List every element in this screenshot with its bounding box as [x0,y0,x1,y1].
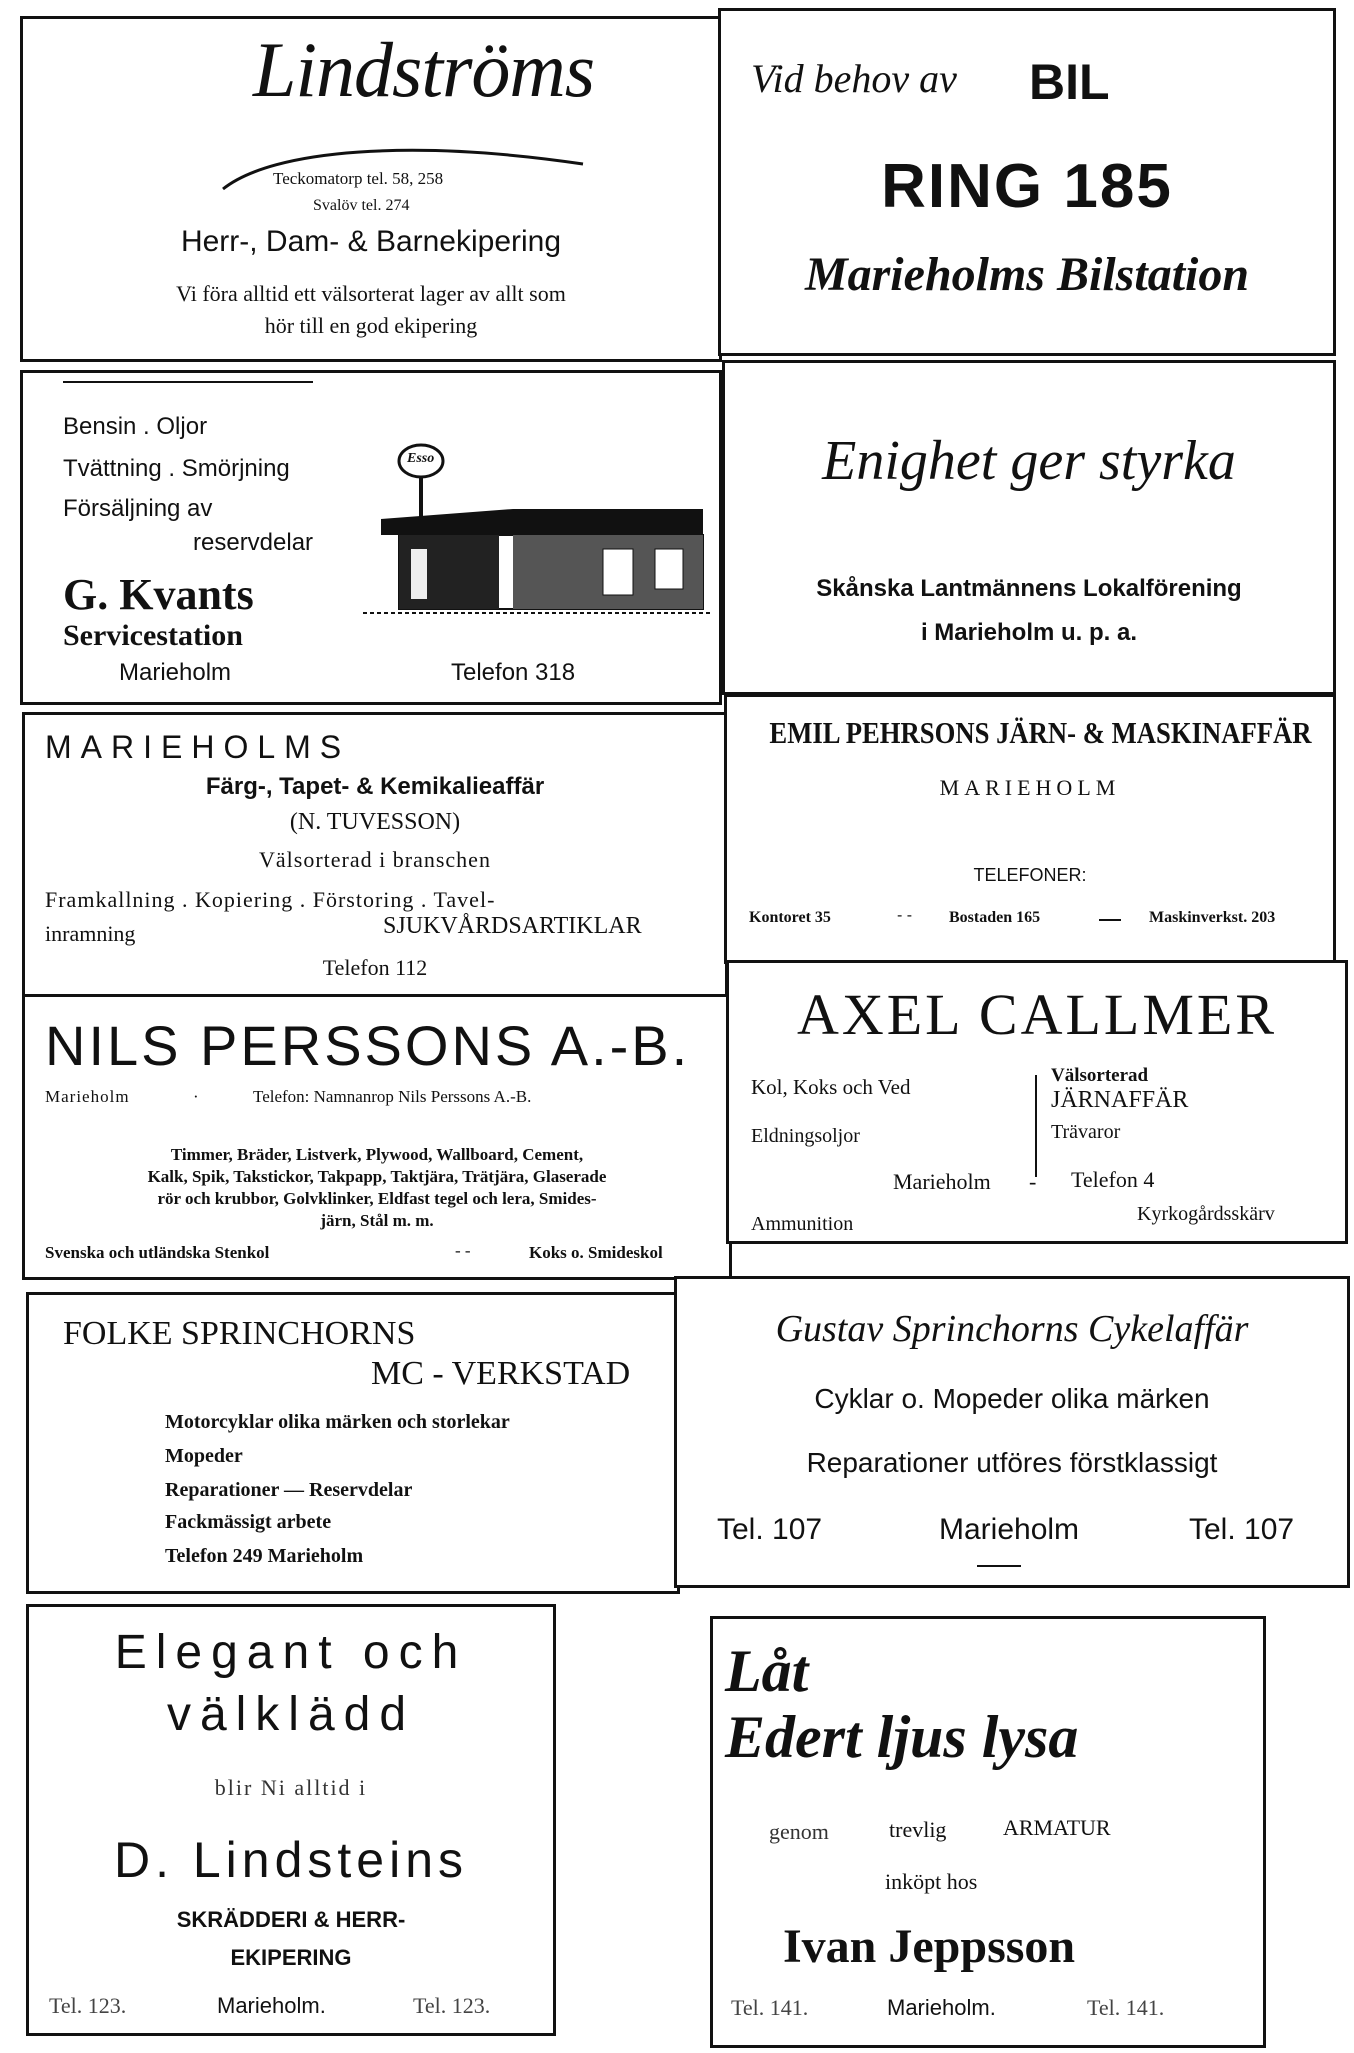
folke-line-3: Reparationer — Reservdelar [165,1479,413,1501]
jeppsson-line-4: inköpt hos [885,1869,978,1894]
axel-right-2: JÄRNAFFÄR [1051,1087,1189,1113]
lindstein-town: Marieholm. [217,1993,326,2018]
kvants-phone: Telefon 318 [451,659,576,686]
nils-goods-3: rör och krubbor, Golvklinker, Eldfast tegel och lera, Smides- [157,1189,597,1208]
farg-owner: (N. TUVESSON) [289,809,461,835]
nils-dash: - - [455,1241,471,1260]
enighet-slogan: Enighet ger styrka [822,430,1236,492]
ad-enighet [722,360,1336,695]
ad-lindstroms [20,16,722,362]
nils-phone: Telefon: Namnanrop Nils Perssons A.-B. [253,1087,532,1106]
jeppsson-line-3c: ARMATUR [1003,1815,1111,1840]
axel-left-2: Eldningsoljor [751,1125,860,1147]
emil-bostaden: Bostaden 165 [949,909,1041,926]
gustav-town: Marieholm [939,1513,1080,1546]
axel-name: AXEL CALLMER [796,982,1278,1047]
farg-town: MARIEHOLMS [45,729,351,765]
jeppsson-town: Marieholm. [887,1995,996,2020]
ad-ivan-jeppsson [710,1616,1266,2048]
gustav-underline [977,1565,1021,1567]
ad-kvants [20,370,722,705]
nils-goods-4: järn, Stål m. m. [320,1211,434,1230]
ad-axel-callmer [726,960,1348,1244]
emil-tel-title: TELEFONER: [973,865,1087,885]
lindstein-line-2: välklädd [166,1688,416,1741]
ad-emil-pehrsons [724,694,1336,964]
kvants-service-2: Tvättning . Smörjning [63,455,290,482]
jeppsson-line-1: Låt [725,1638,809,1704]
farg-line-2b: SJUKVÅRDSARTIKLAR [383,913,642,939]
ad-bilstation [718,8,1336,356]
axel-dot: - [1029,1169,1037,1194]
jeppsson-tel-left: Tel. 141. [731,1995,809,2020]
ad-folke-sprinchorns [26,1292,680,1594]
ad-farg-tapet [22,712,728,1002]
farg-line-2a: inramning [45,921,136,946]
bil-label: BIL [1029,54,1110,110]
lindstein-tel-right: Tel. 123. [413,1993,491,2018]
jeppsson-line-3b: trevlig [889,1817,947,1842]
nils-name: NILS PERSSONS A.-B. [45,1014,691,1077]
emil-dash-1: - - [897,907,913,924]
farg-subtitle: Välsorterad i branschen [259,847,491,872]
emil-name: EMIL PEHRSONS JÄRN- & MASKINAFFÄR [769,715,1312,750]
nils-town: Marieholm [45,1087,130,1106]
lindstroms-phone-1: Teckomatorp tel. 58, 258 [273,169,444,188]
lindstein-sub-1: SKRÄDDERI & HERR- [176,1907,406,1932]
folke-line-1: Motorcyklar olika märken och storlekar [165,1411,510,1433]
enighet-org-1: Skånska Lantmännens Lokalförening [816,575,1242,602]
folke-shop: MC - VERKSTAD [371,1355,631,1392]
nils-goods-2: Kalk, Spik, Takstickor, Takpapp, Taktjära, Trätjära, Glaserade [147,1167,607,1186]
jeppsson-line-3a: genom [769,1819,829,1844]
axel-ammo: Ammunition [751,1213,854,1235]
nils-bottom-left: Svenska och utländska Stenkol [45,1243,270,1262]
nils-bottom-right: Koks o. Smideskol [529,1243,663,1262]
nils-dot: · [193,1087,199,1106]
axel-place: Kyrkogårdsskärv [1137,1203,1275,1225]
lindstroms-phone-2: Svalöv tel. 274 [313,197,410,214]
ad-nils-perssons [22,994,732,1280]
axel-divider [1035,1075,1037,1177]
lindstroms-logo: Lindströms [253,26,595,113]
emil-kontoret: Kontoret 35 [749,909,831,926]
lindstroms-line-2: hör till en god ekipering [264,313,478,338]
folke-name: FOLKE SPRINCHORNS [63,1315,416,1352]
kvants-subtitle: Servicestation [63,619,243,652]
bil-prefix: Vid behov av [751,56,957,101]
lindstein-sub-2: EKIPERING [230,1945,352,1970]
ad-gustav-sprinchorns [674,1276,1350,1588]
gustav-tel-right: Tel. 107 [1189,1513,1295,1546]
axel-town: Marieholm [893,1169,991,1194]
enighet-org-2: i Marieholm u. p. a. [920,619,1138,646]
jeppsson-line-2: Edert ljus lysa [725,1704,1079,1770]
folke-line-2: Mopeder [165,1445,243,1467]
emil-dash-2 [1099,919,1121,921]
axel-left-1: Kol, Koks och Ved [751,1075,911,1099]
lindstein-line-1: Elegant och [114,1626,468,1679]
lindstroms-line-1: Vi föra alltid ett välsorterat lager av allt som [176,281,566,306]
lindstein-tel-left: Tel. 123. [49,1993,127,2018]
gustav-tel-left: Tel. 107 [717,1513,823,1546]
emil-verkstad: Maskinverkst. 203 [1149,909,1276,926]
bil-name: Marieholms Bilstation [804,248,1250,301]
gustav-name: Gustav Sprinchorns Cykelaffär [775,1308,1249,1350]
kvants-town: Marieholm [119,659,232,686]
gustav-line-2: Reparationer utföres förstklassigt [806,1447,1218,1478]
folke-line-5: Telefon 249 Marieholm [165,1545,364,1567]
farg-title: Färg-, Tapet- & Kemikalieaffär [205,773,545,800]
lindstein-line-3: blir Ni alltid i [214,1775,368,1800]
lindstein-name: D. Lindsteins [113,1832,469,1888]
emil-town: MARIEHOLM [939,775,1121,800]
kvants-top-rule [63,381,313,383]
jeppsson-tel-right: Tel. 141. [1087,1995,1165,2020]
kvants-name: G. Kvants [63,570,254,619]
nils-goods-1: Timmer, Bräder, Listverk, Plywood, Wallboard, Cement, [170,1145,584,1164]
gustav-line-1: Cyklar o. Mopeder olika märken [814,1383,1210,1414]
ad-lindsteins [26,1604,556,2036]
farg-line-1: Framkallning . Kopiering . Förstoring . Tavel- [45,887,496,912]
kvants-service-4: reservdelar [193,529,314,556]
axel-right-3: Trävaror [1051,1121,1121,1143]
kvants-service-1: Bensin . Oljor [63,413,208,440]
folke-line-4: Fackmässigt arbete [165,1511,332,1533]
jeppsson-name: Ivan Jeppsson [783,1920,1076,1973]
axel-right-1: Välsorterad [1051,1065,1149,1086]
farg-phone: Telefon 112 [322,955,428,980]
esso-sign-text: Esso [407,451,435,466]
bil-ring: RING 185 [881,152,1173,221]
kvants-service-3: Försäljning av [63,495,213,522]
lindstroms-tagline: Herr-, Dam- & Barnekipering [180,225,562,258]
axel-phone: Telefon 4 [1071,1167,1155,1192]
